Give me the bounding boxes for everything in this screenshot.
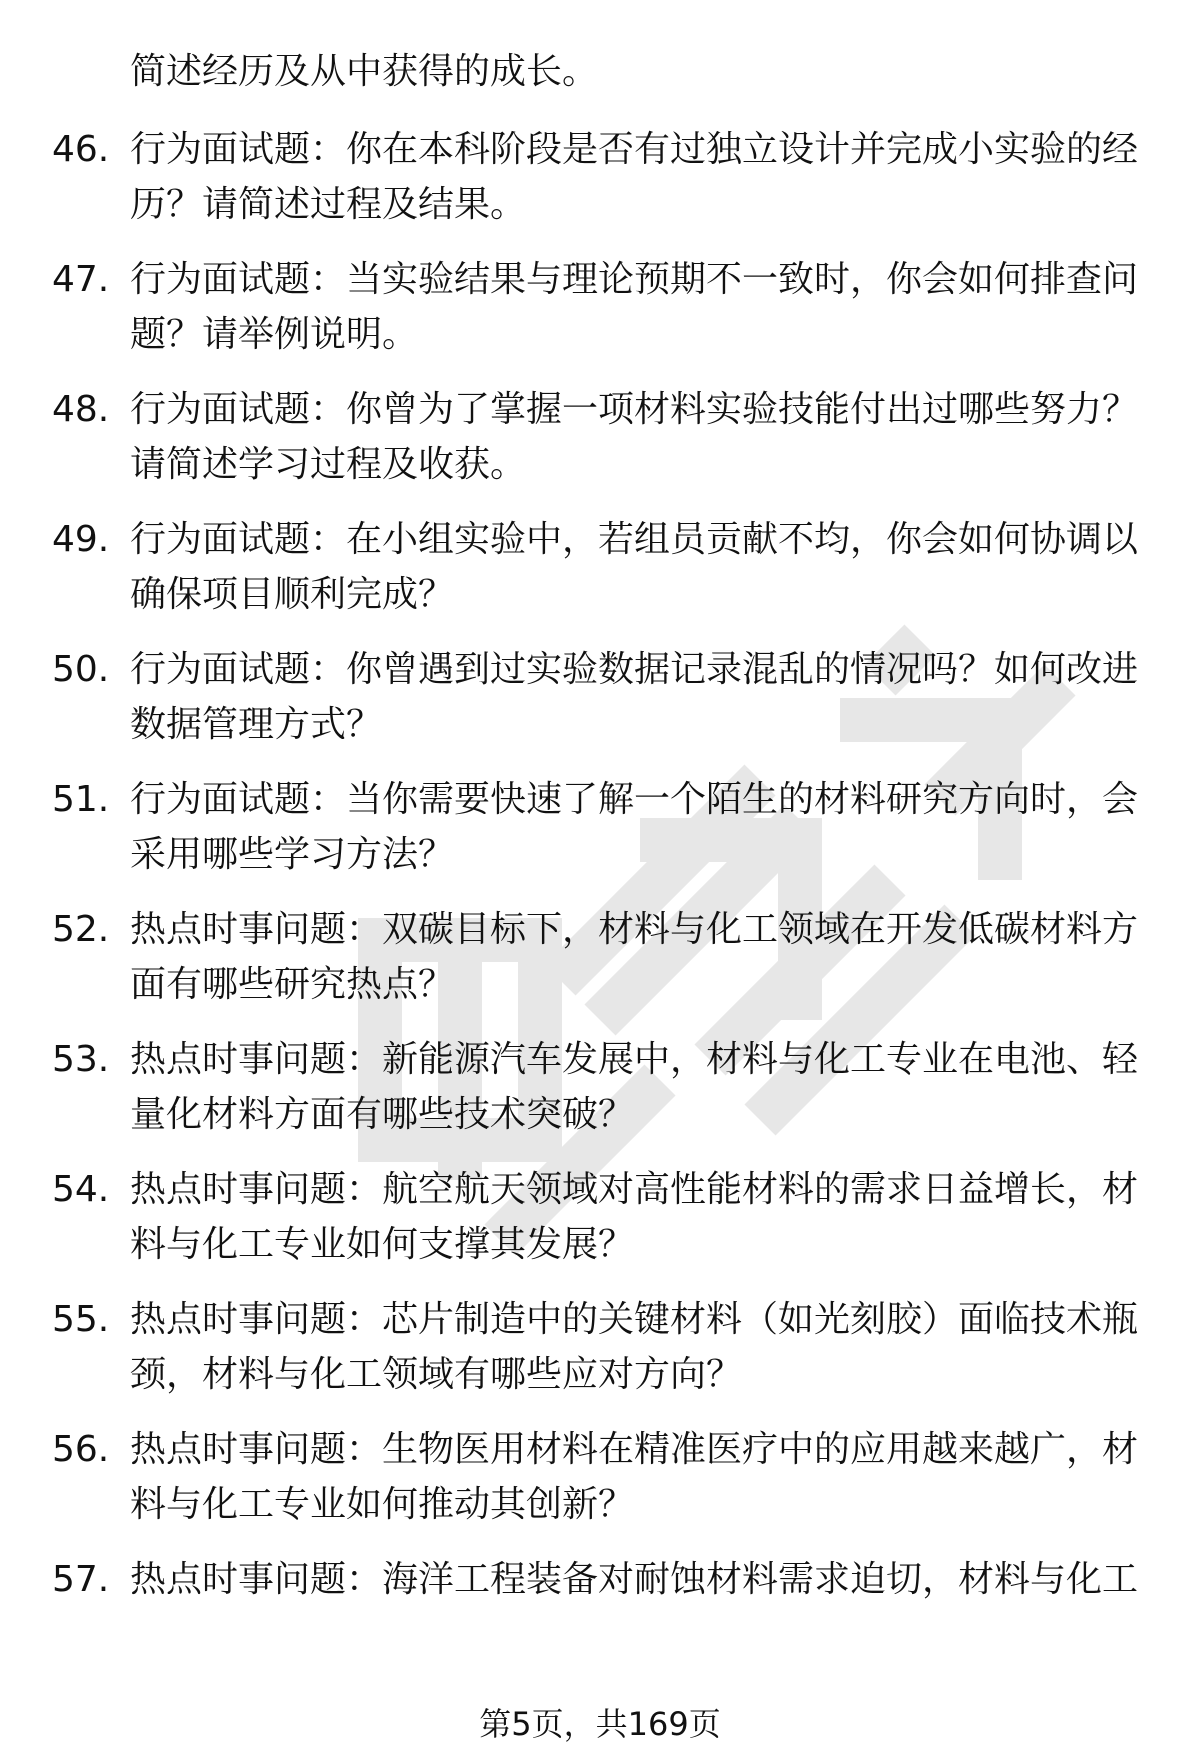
question-text: 行为面试题：当你需要快速了解一个陌生的材料研究方向时，会 (130, 779, 1139, 820)
question-line (0, 380, 1200, 440)
question-continuation-line (0, 175, 1200, 235)
question-text: 题？请举例说明。 (130, 314, 419, 355)
question-number: 49. (52, 519, 110, 560)
question-line (0, 770, 1200, 830)
question-line (0, 250, 1200, 310)
question-number: 55. (52, 1299, 110, 1340)
question-continuation-line (0, 1475, 1200, 1535)
question-text: 行为面试题：你曾遇到过实验数据记录混乱的情况吗？如何改进 (130, 649, 1139, 690)
question-text: 热点时事问题：生物医用材料在精准医疗中的应用越来越广，材 (130, 1429, 1139, 1470)
question-continuation-line (0, 955, 1200, 1015)
page-footer: 第5页，共169页 (479, 1705, 721, 1743)
question-text: 料与化工专业如何推动其创新？ (130, 1484, 635, 1525)
question-text: 热点时事问题：海洋工程装备对耐蚀材料需求迫切，材料与化工 (130, 1559, 1139, 1600)
question-number: 50. (52, 649, 110, 690)
question-line (0, 1290, 1200, 1350)
question-line (0, 900, 1200, 960)
question-text: 行为面试题：当实验结果与理论预期不一致时，你会如何排查问 (130, 259, 1139, 300)
question-line (0, 1550, 1200, 1610)
question-line (0, 1420, 1200, 1480)
question-continuation-line (0, 565, 1200, 625)
question-number: 48. (52, 389, 110, 430)
question-number: 56. (52, 1429, 110, 1470)
question-text: 采用哪些学习方法？ (130, 834, 455, 875)
question-continuation-line (0, 695, 1200, 755)
question-number: 51. (52, 779, 110, 820)
question-text: 料与化工专业如何支撑其发展？ (130, 1224, 635, 1265)
question-text: 颈，材料与化工领域有哪些应对方向？ (130, 1354, 743, 1395)
question-text: 热点时事问题：航空航天领域对高性能材料的需求日益增长，材 (130, 1169, 1139, 1210)
question-text: 热点时事问题：双碳目标下，材料与化工领域在开发低碳材料方 (130, 909, 1139, 950)
question-text: 面有哪些研究热点？ (130, 964, 455, 1005)
question-continuation-line (0, 305, 1200, 365)
question-number: 46. (52, 129, 110, 170)
question-number: 57. (52, 1559, 110, 1600)
question-text: 请简述学习过程及收获。 (130, 444, 527, 485)
question-continuation-line (0, 42, 1200, 102)
question-text: 简述经历及从中获得的成长。 (130, 51, 599, 92)
question-text: 行为面试题：你在本科阶段是否有过独立设计并完成小实验的经 (130, 129, 1139, 170)
question-number: 54. (52, 1169, 110, 1210)
question-text: 行为面试题：在小组实验中，若组员贡献不均，你会如何协调以 (130, 519, 1139, 560)
question-line (0, 120, 1200, 180)
question-text: 热点时事问题：芯片制造中的关键材料（如光刻胶）面临技术瓶 (130, 1299, 1139, 1340)
question-line (0, 510, 1200, 570)
question-line (0, 640, 1200, 700)
question-text: 数据管理方式？ (130, 704, 383, 745)
question-continuation-line (0, 1345, 1200, 1405)
question-line (0, 1160, 1200, 1220)
question-continuation-line (0, 1085, 1200, 1145)
question-continuation-line (0, 825, 1200, 885)
question-continuation-line (0, 1215, 1200, 1275)
question-number: 52. (52, 909, 110, 950)
question-text: 量化材料方面有哪些技术突破？ (130, 1094, 635, 1135)
question-text: 行为面试题：你曾为了掌握一项材料实验技能付出过哪些努力？ (130, 389, 1139, 430)
question-text: 热点时事问题：新能源汽车发展中，材料与化工专业在电池、轻 (130, 1039, 1139, 1080)
question-line (0, 1030, 1200, 1090)
question-text: 确保项目顺利完成？ (130, 574, 455, 615)
question-number: 47. (52, 259, 110, 300)
question-continuation-line (0, 435, 1200, 495)
question-text: 历？请简述过程及结果。 (130, 184, 527, 225)
question-number: 53. (52, 1039, 110, 1080)
